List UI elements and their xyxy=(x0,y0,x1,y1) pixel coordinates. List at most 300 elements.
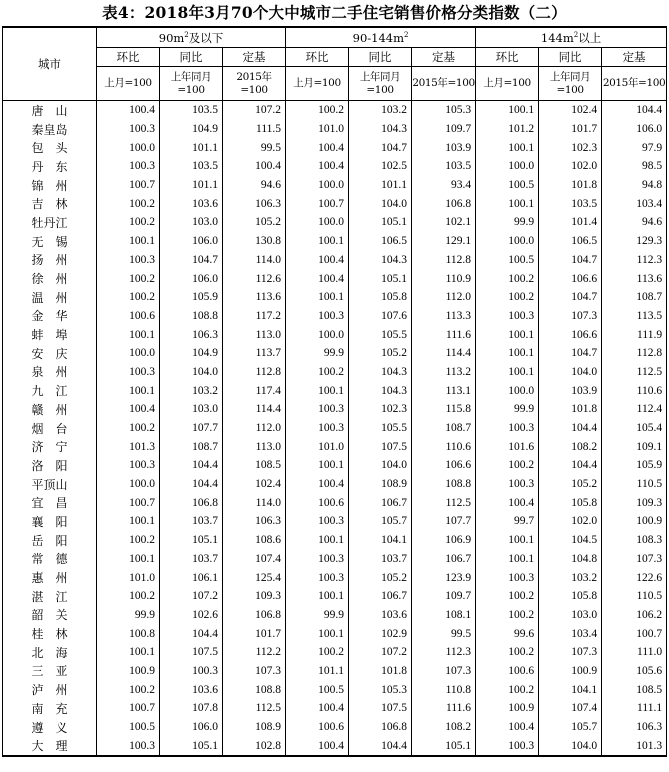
index-value: 101.8 xyxy=(349,662,412,681)
table-row xyxy=(3,550,667,569)
city-name: 九 江 xyxy=(3,381,97,400)
index-value: 100.0 xyxy=(286,325,349,344)
index-value: 100.9 xyxy=(539,662,602,681)
index-value: 103.5 xyxy=(160,157,223,176)
index-value: 105.3 xyxy=(412,101,476,120)
index-value: 101.1 xyxy=(160,138,223,157)
index-value: 103.9 xyxy=(412,138,476,157)
index-value: 104.0 xyxy=(349,194,412,213)
index-value: 125.4 xyxy=(223,568,286,587)
index-value: 100.3 xyxy=(97,120,160,139)
index-value: 112.6 xyxy=(223,269,286,288)
index-value: 104.0 xyxy=(539,736,602,756)
index-value: 101.3 xyxy=(97,437,160,456)
index-value: 100.7 xyxy=(602,624,667,643)
index-value: 108.2 xyxy=(412,718,476,737)
index-value: 112.5 xyxy=(223,699,286,718)
index-value: 100.4 xyxy=(286,699,349,718)
index-value: 103.5 xyxy=(539,194,602,213)
index-value: 100.2 xyxy=(286,101,349,120)
index-value: 101.8 xyxy=(539,400,602,419)
index-value: 105.9 xyxy=(602,456,667,475)
index-value: 111.9 xyxy=(602,325,667,344)
index-value: 106.0 xyxy=(160,718,223,737)
index-value: 100.4 xyxy=(286,736,349,756)
table-row xyxy=(3,587,667,606)
index-value: 103.9 xyxy=(539,381,602,400)
index-value: 105.2 xyxy=(539,475,602,494)
city-name: 襄 阳 xyxy=(3,512,97,531)
index-value: 107.3 xyxy=(539,643,602,662)
index-value: 100.7 xyxy=(97,493,160,512)
sub-header: 同比 xyxy=(349,48,412,67)
table-row xyxy=(3,269,667,288)
index-value: 113.6 xyxy=(602,269,667,288)
index-value: 107.3 xyxy=(602,550,667,569)
index-value: 105.2 xyxy=(349,344,412,363)
index-value: 100.2 xyxy=(476,643,539,662)
index-value: 102.8 xyxy=(223,736,286,756)
table-row xyxy=(3,213,667,232)
basis-header: 上年同月=100 xyxy=(160,67,223,101)
index-value: 112.0 xyxy=(412,288,476,307)
table-row xyxy=(3,288,667,307)
index-value: 100.5 xyxy=(476,176,539,195)
group-header-90-144: $90-144m^2$ xyxy=(286,27,476,48)
index-value: 106.3 xyxy=(602,718,667,737)
index-value: 114.4 xyxy=(412,344,476,363)
index-value: 105.1 xyxy=(349,213,412,232)
index-value: 99.6 xyxy=(476,624,539,643)
index-value: 100.8 xyxy=(97,624,160,643)
city-name: 三 亚 xyxy=(3,662,97,681)
index-value: 100.1 xyxy=(476,138,539,157)
city-name: 洛 阳 xyxy=(3,456,97,475)
index-value: 100.3 xyxy=(476,419,539,438)
index-value: 100.3 xyxy=(286,400,349,419)
index-value: 112.4 xyxy=(602,400,667,419)
index-value: 103.4 xyxy=(539,624,602,643)
index-value: 107.4 xyxy=(223,550,286,569)
index-value: 110.8 xyxy=(412,680,476,699)
index-value: 109.1 xyxy=(602,437,667,456)
table-row xyxy=(3,606,667,625)
index-value: 99.9 xyxy=(286,344,349,363)
table-row xyxy=(3,138,667,157)
index-value: 100.5 xyxy=(97,718,160,737)
table-row xyxy=(3,176,667,195)
basis-header: 上月=100 xyxy=(97,67,160,101)
index-value: 103.4 xyxy=(602,194,667,213)
index-value: 102.0 xyxy=(539,157,602,176)
table-row xyxy=(3,512,667,531)
index-value: 114.0 xyxy=(223,251,286,270)
city-name: 韶 关 xyxy=(3,606,97,625)
city-name: 丹 东 xyxy=(3,157,97,176)
index-value: 100.3 xyxy=(286,419,349,438)
index-value: 105.8 xyxy=(539,587,602,606)
index-value: 129.1 xyxy=(412,232,476,251)
table-row xyxy=(3,699,667,718)
table-row xyxy=(3,325,667,344)
index-value: 106.1 xyxy=(160,568,223,587)
index-value: 108.8 xyxy=(160,307,223,326)
index-value: 113.1 xyxy=(412,381,476,400)
index-value: 109.3 xyxy=(602,493,667,512)
index-value: 110.6 xyxy=(602,381,667,400)
index-value: 105.1 xyxy=(160,531,223,550)
index-value: 112.8 xyxy=(602,344,667,363)
index-value: 104.3 xyxy=(349,381,412,400)
index-value: 104.3 xyxy=(349,120,412,139)
index-value: 108.5 xyxy=(602,680,667,699)
table-row xyxy=(3,531,667,550)
city-column-header: 城市 xyxy=(3,27,97,101)
index-value: 104.7 xyxy=(160,251,223,270)
index-value: 102.5 xyxy=(349,157,412,176)
index-value: 94.6 xyxy=(223,176,286,195)
city-name: 湛 江 xyxy=(3,587,97,606)
index-value: 100.4 xyxy=(286,475,349,494)
index-value: 100.3 xyxy=(286,307,349,326)
index-value: 112.0 xyxy=(223,419,286,438)
index-value: 104.4 xyxy=(539,456,602,475)
index-value: 106.7 xyxy=(349,587,412,606)
index-value: 110.5 xyxy=(602,587,667,606)
index-value: 100.1 xyxy=(476,325,539,344)
index-value: 106.0 xyxy=(602,120,667,139)
city-name: 锦 州 xyxy=(3,176,97,195)
table-row xyxy=(3,456,667,475)
index-value: 103.2 xyxy=(349,101,412,120)
index-value: 105.7 xyxy=(349,512,412,531)
index-value: 101.0 xyxy=(97,568,160,587)
table-row xyxy=(3,718,667,737)
index-value: 100.3 xyxy=(476,736,539,756)
city-name: 扬 州 xyxy=(3,251,97,270)
index-value: 104.0 xyxy=(349,456,412,475)
city-name: 北 海 xyxy=(3,643,97,662)
index-value: 100.3 xyxy=(286,550,349,569)
index-value: 100.1 xyxy=(97,550,160,569)
index-value: 103.2 xyxy=(539,568,602,587)
index-value: 106.3 xyxy=(223,512,286,531)
table-row xyxy=(3,194,667,213)
sub-header: 同比 xyxy=(160,48,223,67)
index-value: 106.3 xyxy=(223,194,286,213)
index-value: 100.2 xyxy=(97,269,160,288)
index-value: 107.7 xyxy=(412,512,476,531)
index-value: 107.2 xyxy=(349,643,412,662)
index-value: 113.3 xyxy=(412,307,476,326)
index-value: 100.7 xyxy=(97,176,160,195)
index-value: 100.1 xyxy=(476,344,539,363)
index-value: 103.7 xyxy=(160,512,223,531)
city-name: 金 华 xyxy=(3,307,97,326)
index-value: 100.3 xyxy=(286,512,349,531)
index-value: 106.9 xyxy=(412,531,476,550)
index-value: 100.3 xyxy=(476,475,539,494)
index-value: 106.3 xyxy=(160,325,223,344)
index-value: 100.1 xyxy=(97,512,160,531)
sub-header: 定基 xyxy=(223,48,286,67)
city-name: 无 锡 xyxy=(3,232,97,251)
index-value: 102.3 xyxy=(539,138,602,157)
index-value: 113.6 xyxy=(223,288,286,307)
table-row xyxy=(3,251,667,270)
index-value: 104.4 xyxy=(160,624,223,643)
index-value: 100.2 xyxy=(476,606,539,625)
table-row xyxy=(3,120,667,139)
index-value: 100.6 xyxy=(97,307,160,326)
index-value: 106.8 xyxy=(349,718,412,737)
index-value: 108.1 xyxy=(412,606,476,625)
index-value: 100.9 xyxy=(97,662,160,681)
city-name: 大 理 xyxy=(3,736,97,756)
city-name: 桂 林 xyxy=(3,624,97,643)
index-value: 107.3 xyxy=(412,662,476,681)
index-value: 100.1 xyxy=(476,101,539,120)
index-value: 105.8 xyxy=(539,493,602,512)
basis-header: 2015年=100 xyxy=(602,67,667,101)
index-value: 123.9 xyxy=(412,568,476,587)
index-value: 100.2 xyxy=(97,587,160,606)
index-value: 112.3 xyxy=(602,251,667,270)
index-value: 100.3 xyxy=(97,251,160,270)
index-value: 100.1 xyxy=(476,194,539,213)
index-value: 103.2 xyxy=(160,381,223,400)
table-header xyxy=(3,27,667,101)
index-value: 107.8 xyxy=(160,699,223,718)
index-value: 101.0 xyxy=(286,120,349,139)
index-value: 107.2 xyxy=(223,101,286,120)
basis-header: 上月=100 xyxy=(286,67,349,101)
index-value: 106.5 xyxy=(349,232,412,251)
index-value: 100.5 xyxy=(476,251,539,270)
index-value: 105.2 xyxy=(349,568,412,587)
table-title: 表4：2018年3月70个大中城市二手住宅销售价格分类指数（二） xyxy=(102,3,567,22)
index-value: 100.1 xyxy=(286,381,349,400)
price-index-table xyxy=(2,26,667,757)
index-value: 103.5 xyxy=(160,101,223,120)
index-value: 100.2 xyxy=(286,363,349,382)
index-value: 113.0 xyxy=(223,437,286,456)
index-value: 101.1 xyxy=(349,176,412,195)
sub-header: 环比 xyxy=(286,48,349,67)
index-value: 102.9 xyxy=(349,624,412,643)
basis-header: 2015年=100 xyxy=(223,67,286,101)
index-value: 104.7 xyxy=(349,138,412,157)
index-value: 100.2 xyxy=(97,680,160,699)
index-value: 100.4 xyxy=(476,493,539,512)
index-value: 104.0 xyxy=(539,363,602,382)
city-name: 赣 州 xyxy=(3,400,97,419)
index-value: 130.8 xyxy=(223,232,286,251)
index-value: 94.8 xyxy=(602,176,667,195)
index-value: 105.8 xyxy=(349,288,412,307)
index-value: 102.6 xyxy=(160,606,223,625)
index-value: 100.2 xyxy=(476,587,539,606)
index-value: 100.0 xyxy=(476,232,539,251)
index-value: 104.9 xyxy=(160,344,223,363)
index-value: 105.7 xyxy=(539,718,602,737)
index-value: 103.0 xyxy=(539,606,602,625)
index-value: 110.6 xyxy=(412,437,476,456)
index-value: 108.7 xyxy=(602,288,667,307)
index-value: 104.0 xyxy=(160,363,223,382)
index-value: 108.5 xyxy=(223,456,286,475)
index-value: 100.1 xyxy=(97,325,160,344)
basis-header: 2015年=100 xyxy=(412,67,476,101)
index-value: 107.4 xyxy=(539,699,602,718)
index-value: 103.6 xyxy=(160,680,223,699)
group-label: 90m xyxy=(158,30,185,45)
index-value: 104.4 xyxy=(539,419,602,438)
table-row xyxy=(3,307,667,326)
index-value: 100.1 xyxy=(476,531,539,550)
index-value: 122.6 xyxy=(602,568,667,587)
index-value: 110.5 xyxy=(602,475,667,494)
index-value: 100.4 xyxy=(223,157,286,176)
index-value: 109.7 xyxy=(412,120,476,139)
index-value: 107.5 xyxy=(349,699,412,718)
city-name: 济 宁 xyxy=(3,437,97,456)
index-value: 100.0 xyxy=(97,138,160,157)
city-name: 泉 州 xyxy=(3,363,97,382)
index-value: 103.0 xyxy=(160,400,223,419)
index-value: 100.2 xyxy=(476,456,539,475)
index-value: 106.8 xyxy=(223,606,286,625)
index-value: 101.0 xyxy=(286,437,349,456)
index-value: 108.7 xyxy=(412,419,476,438)
table-row xyxy=(3,475,667,494)
index-value: 100.4 xyxy=(97,101,160,120)
table-row xyxy=(3,363,667,382)
index-value: 100.2 xyxy=(97,419,160,438)
index-value: 117.4 xyxy=(223,381,286,400)
index-value: 106.6 xyxy=(412,456,476,475)
index-value: 104.7 xyxy=(539,288,602,307)
city-name: 常 德 xyxy=(3,550,97,569)
index-value: 101.1 xyxy=(160,176,223,195)
group-label: 144m xyxy=(540,30,574,45)
index-value: 105.1 xyxy=(349,269,412,288)
index-value: 103.6 xyxy=(160,194,223,213)
index-value: 108.3 xyxy=(602,531,667,550)
index-value: 99.5 xyxy=(412,624,476,643)
index-value: 105.5 xyxy=(349,419,412,438)
index-value: 112.8 xyxy=(412,251,476,270)
index-value: 104.4 xyxy=(160,475,223,494)
index-value: 93.4 xyxy=(412,176,476,195)
index-value: 106.0 xyxy=(160,269,223,288)
index-value: 111.6 xyxy=(412,325,476,344)
index-value: 100.1 xyxy=(286,624,349,643)
index-value: 104.3 xyxy=(349,251,412,270)
index-value: 103.7 xyxy=(349,550,412,569)
index-value: 100.3 xyxy=(160,662,223,681)
index-value: 100.5 xyxy=(286,680,349,699)
index-value: 112.5 xyxy=(602,363,667,382)
index-value: 100.2 xyxy=(476,680,539,699)
table-body xyxy=(3,101,667,757)
index-value: 100.0 xyxy=(286,176,349,195)
index-value: 106.2 xyxy=(602,606,667,625)
city-name: 安 庆 xyxy=(3,344,97,363)
index-value: 111.1 xyxy=(602,699,667,718)
city-name: 烟 台 xyxy=(3,419,97,438)
index-value: 100.1 xyxy=(97,643,160,662)
index-value: 99.9 xyxy=(476,213,539,232)
index-value: 100.7 xyxy=(286,194,349,213)
table-row xyxy=(3,400,667,419)
city-name: 温 州 xyxy=(3,288,97,307)
basis-header: 上年同月=100 xyxy=(349,67,412,101)
index-value: 101.8 xyxy=(539,176,602,195)
index-value: 100.3 xyxy=(97,157,160,176)
index-value: 100.9 xyxy=(602,512,667,531)
index-value: 100.1 xyxy=(286,456,349,475)
index-value: 101.6 xyxy=(476,437,539,456)
index-value: 100.3 xyxy=(97,736,160,756)
index-value: 107.5 xyxy=(160,643,223,662)
index-value: 112.5 xyxy=(412,493,476,512)
group-header-90: $90m^2$及以下 xyxy=(97,27,286,48)
sub-header: 定基 xyxy=(602,48,667,67)
city-name: 平顶山 xyxy=(3,475,97,494)
sub-header: 定基 xyxy=(412,48,476,67)
index-value: 100.1 xyxy=(286,587,349,606)
index-value: 100.2 xyxy=(97,288,160,307)
index-value: 112.8 xyxy=(223,363,286,382)
index-value: 100.1 xyxy=(476,550,539,569)
index-value: 100.0 xyxy=(286,213,349,232)
index-value: 107.3 xyxy=(223,662,286,681)
table-row xyxy=(3,680,667,699)
city-name: 秦皇岛 xyxy=(3,120,97,139)
table-row xyxy=(3,157,667,176)
index-value: 104.4 xyxy=(349,736,412,756)
index-value: 111.0 xyxy=(602,643,667,662)
table-row xyxy=(3,437,667,456)
index-value: 103.7 xyxy=(160,550,223,569)
index-value: 100.1 xyxy=(286,288,349,307)
index-value: 100.3 xyxy=(286,568,349,587)
index-value: 100.0 xyxy=(97,475,160,494)
index-value: 107.2 xyxy=(160,587,223,606)
index-value: 112.3 xyxy=(412,643,476,662)
city-name: 宜 昌 xyxy=(3,493,97,512)
index-value: 106.8 xyxy=(160,493,223,512)
sub-header: 环比 xyxy=(476,48,539,67)
index-value: 100.3 xyxy=(97,456,160,475)
index-value: 102.4 xyxy=(223,475,286,494)
index-value: 109.7 xyxy=(412,587,476,606)
index-value: 102.1 xyxy=(412,213,476,232)
basis-header: 上月=100 xyxy=(476,67,539,101)
index-value: 106.6 xyxy=(539,269,602,288)
index-value: 104.7 xyxy=(539,344,602,363)
index-value: 103.5 xyxy=(412,157,476,176)
sub-header: 环比 xyxy=(97,48,160,67)
table-row xyxy=(3,624,667,643)
index-value: 107.6 xyxy=(349,307,412,326)
index-value: 100.7 xyxy=(97,699,160,718)
index-value: 113.7 xyxy=(223,344,286,363)
index-value: 100.6 xyxy=(286,718,349,737)
index-value: 100.2 xyxy=(476,288,539,307)
index-value: 100.4 xyxy=(286,269,349,288)
